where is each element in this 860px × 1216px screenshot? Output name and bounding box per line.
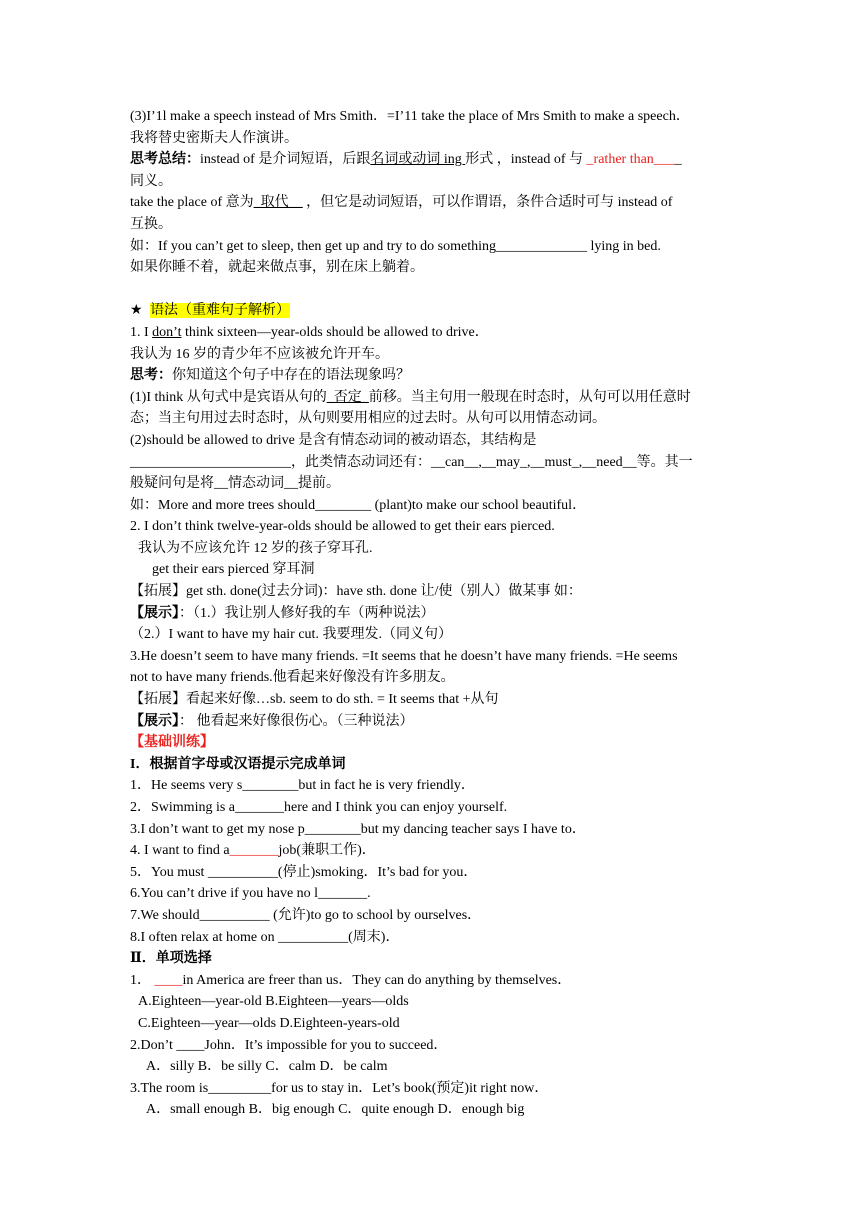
basic-training-heading (130, 732, 740, 754)
text-line (130, 624, 740, 646)
text: 般疑问句是将__情态动词__提前。 (130, 476, 340, 492)
text: ： 他看起来好像很伤心。（三种说法） (179, 713, 414, 729)
text: 【拓展】看起来好像…sb. seem to do sth. = It seems that +从句 (130, 692, 499, 708)
exercise-item (130, 905, 740, 927)
text: 如：If you can’t get to sleep, then get up and try to do something_____________ lying in bed. (130, 238, 661, 254)
text: take the place of 意为 (130, 195, 254, 211)
star-icon: ★ (130, 303, 143, 319)
red-answer: _rather than___ (586, 152, 675, 168)
grammar-heading (130, 300, 740, 322)
text: 2. I don’t think twelve-year-olds should be allowed to get their ears pierced. (130, 519, 555, 535)
text: 我将替史密斯夫人作演讲。 (130, 130, 298, 146)
exercise-item (130, 819, 740, 841)
text: 前移。当主句用一般现在时态时，从句可以用任意时 (368, 389, 691, 405)
underlined-answer: _否定_ (326, 389, 369, 405)
text-line (130, 192, 740, 214)
show-label: 【展示】 (130, 605, 179, 621)
text: 3.The room is_________for us to stay in．Let’s book(预定)it right now． (130, 1080, 549, 1096)
red-blank: _______ (229, 843, 279, 859)
text: 我认为不应该允许 12 岁的孩子穿耳孔. (138, 540, 373, 556)
text-line (130, 581, 740, 603)
question-options (130, 1013, 740, 1035)
text-line (130, 559, 740, 581)
question-options (130, 1056, 740, 1078)
highlighted-heading: 语法（重难句子解析） (150, 303, 291, 319)
text: 2．Swimming is a_______here and I think you can enjoy yourself. (130, 800, 508, 815)
text: I．根据首字母或汉语提示完成单词 (130, 756, 346, 772)
text-line (130, 495, 740, 517)
text-line (130, 667, 740, 689)
text: 3.I don’t want to get my nose p________but my dancing teacher says I have to． (130, 821, 586, 837)
text: (2)should be allowed to drive 是含有情态动词的被动语态，其结构是 (130, 432, 537, 448)
text-line (130, 711, 740, 733)
text: 同义。 (130, 173, 172, 189)
text: 如：More and more trees should________ (plant)to make our school beautiful． (130, 497, 587, 513)
question-item (130, 970, 740, 992)
text: ，但它是动词短语，可以作谓语，条件合适时可与 instead of (302, 195, 673, 211)
summary-label: 思考总结： (130, 152, 200, 168)
text-line (130, 236, 740, 258)
text-line (130, 689, 740, 711)
question-item (130, 1078, 740, 1100)
think-label: 思考： (130, 368, 172, 384)
question-options (130, 991, 740, 1013)
text-line (130, 106, 740, 128)
exercise-item (130, 862, 740, 884)
text: 5．You must __________(停止)smoking．It’s bad for you． (130, 864, 478, 880)
question-options (130, 1099, 740, 1121)
text-line (130, 214, 740, 236)
text: 1．He seems very s________but in fact he is very friendly． (130, 778, 475, 794)
text-line (130, 408, 740, 430)
text: 如果你睡不着，就起来做点事，别在床上躺着。 (130, 260, 424, 276)
document-page (130, 106, 740, 1121)
text-line (130, 538, 740, 560)
underlined-answer: _取代__ (253, 195, 303, 211)
text-line (130, 430, 740, 452)
show-label: 【展示】 (130, 713, 179, 729)
text-line (130, 646, 740, 668)
text: 我认为 16 岁的青少年不应该被允许开车。 (130, 346, 389, 362)
text: not to have many friends.他看起来好像没有许多朋友。 (130, 670, 455, 686)
text: 态；当主句用过去时态时，从句则要用相应的过去时。从句可以用情态动词。 (130, 411, 606, 427)
text: instead of 是介词短语，后跟 (200, 152, 371, 168)
underlined-answer: 名词或动词 ing (370, 152, 466, 168)
text: 【拓展】get sth. done(过去分词)：have sth. done 让/使（别人）做某事 如： (130, 584, 582, 600)
red-blank: ____ (154, 972, 183, 988)
text: 2.Don’t ____John．It’s impossible for you to succeed． (130, 1037, 448, 1053)
text: 互换。 (130, 216, 172, 232)
text-line (130, 365, 740, 387)
text-line (130, 322, 740, 344)
text: A.Eighteen—year-old B.Eighteen—years—olds (138, 994, 409, 1010)
text: A．small enough B．big enough C．quite enough D．enough big (146, 1102, 525, 1118)
text: (3)I’1l make a speech instead of Mrs Smith．=I’11 take the place of Mrs Smith to make a speech． (130, 109, 690, 124)
section-heading (130, 754, 740, 776)
summary-line (130, 149, 740, 171)
text: 4. I want to find a (130, 843, 230, 859)
text: C.Eighteen—year—olds D.Eighteen-years-old (138, 1015, 400, 1031)
text-line (130, 473, 740, 495)
exercise-item (130, 840, 740, 862)
text-line (130, 171, 740, 193)
text-line (130, 452, 740, 474)
text: 【基础训练】 (130, 735, 214, 751)
text: 6.You can’t drive if you have no l_______. (130, 886, 371, 902)
underlined-word: don’t (152, 324, 182, 340)
text: A．silly B．be silly C．calm D．be calm (146, 1059, 388, 1075)
exercise-item (130, 797, 740, 819)
exercise-item (130, 883, 740, 905)
text-line (130, 516, 740, 538)
text: 7.We should__________ (允许)to go to school by ourselves． (130, 907, 482, 923)
text: _______________________，此类情态动词还有：__can__,__may_,__must_,__need__等。其一 (130, 454, 693, 470)
text: ：（1.）我让别人修好我的车（两种说法） (179, 605, 435, 621)
section-heading (130, 948, 740, 970)
blank-line (130, 279, 740, 301)
text: _ (674, 152, 682, 168)
text: 1. I (130, 324, 153, 340)
text: think sixteen—year-olds should be allowed to drive． (181, 324, 489, 340)
text: (1)I think 从句式中是宾语从句的 (130, 389, 327, 405)
text-line (130, 257, 740, 279)
text-line (130, 128, 740, 150)
text: in America are freer than us．They can do anything by themselves． (182, 972, 572, 988)
text: Ⅱ．单项选择 (130, 951, 212, 967)
text: job(兼职工作)． (278, 843, 376, 859)
text-line (130, 344, 740, 366)
text: （2.）I want to have my hair cut. 我要理发.（同义句） (130, 627, 452, 643)
text: get their ears pierced 穿耳洞 (152, 562, 315, 578)
text-line (130, 387, 740, 409)
text: 形式 ，instead of 与 (465, 152, 587, 168)
question-item (130, 1035, 740, 1057)
exercise-item (130, 927, 740, 949)
text: 你知道这个句子中存在的语法现象吗？ (172, 368, 410, 384)
text-line (130, 603, 740, 625)
text: 8.I often relax at home on __________(周末)． (130, 929, 400, 945)
text: 3.He doesn’t seem to have many friends. =It seems that he doesn’t have many friends. =He seems (130, 648, 678, 664)
text: 1． (130, 972, 155, 988)
exercise-item (130, 775, 740, 797)
